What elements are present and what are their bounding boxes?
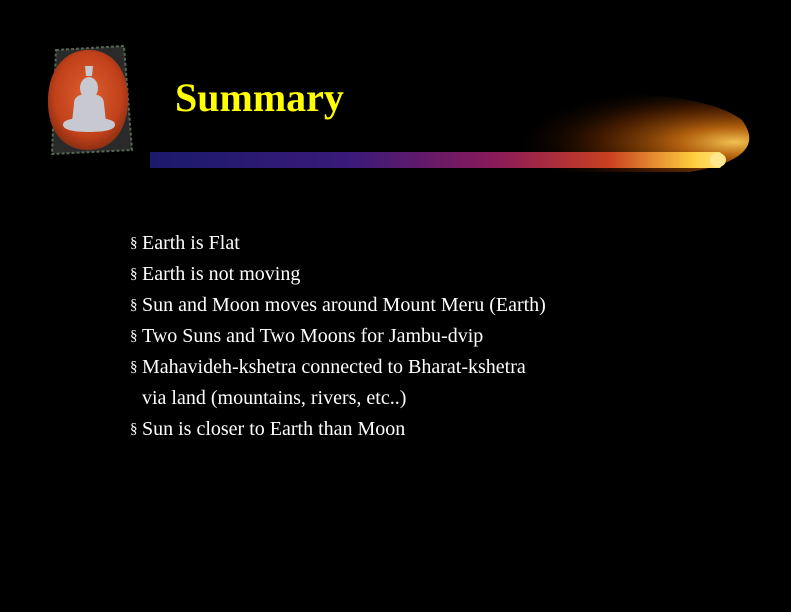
- bullet-list: [130, 228, 550, 445]
- bullet-item: [130, 290, 550, 321]
- bullet-text: Earth is Flat: [142, 232, 240, 254]
- bullet-marker: §: [130, 421, 138, 437]
- bullet-marker: §: [130, 297, 138, 313]
- bullet-item: [130, 321, 550, 352]
- bullet-text: Sun is closer to Earth than Moon: [142, 418, 406, 440]
- bullet-text: Two Suns and Two Moons for Jambu-dvip: [142, 325, 484, 347]
- bullet-text: Mahavideh-kshetra connected to Bharat-kshetra via land (mountains, rivers, etc..): [142, 356, 526, 409]
- bullet-text: Earth is not moving: [142, 263, 301, 285]
- bullet-marker: §: [130, 328, 138, 344]
- bullet-item: [130, 259, 550, 290]
- meditating-figure-icon: [44, 42, 134, 158]
- bullet-marker: §: [130, 359, 138, 375]
- slide-title: Summary: [175, 75, 344, 120]
- bullet-marker: §: [130, 235, 138, 251]
- bullet-item: [130, 414, 550, 445]
- bullet-marker: §: [130, 266, 138, 282]
- bullet-item: [130, 228, 550, 259]
- bullet-text: Sun and Moon moves around Mount Meru (Earth): [142, 294, 546, 316]
- bullet-item: [130, 352, 550, 414]
